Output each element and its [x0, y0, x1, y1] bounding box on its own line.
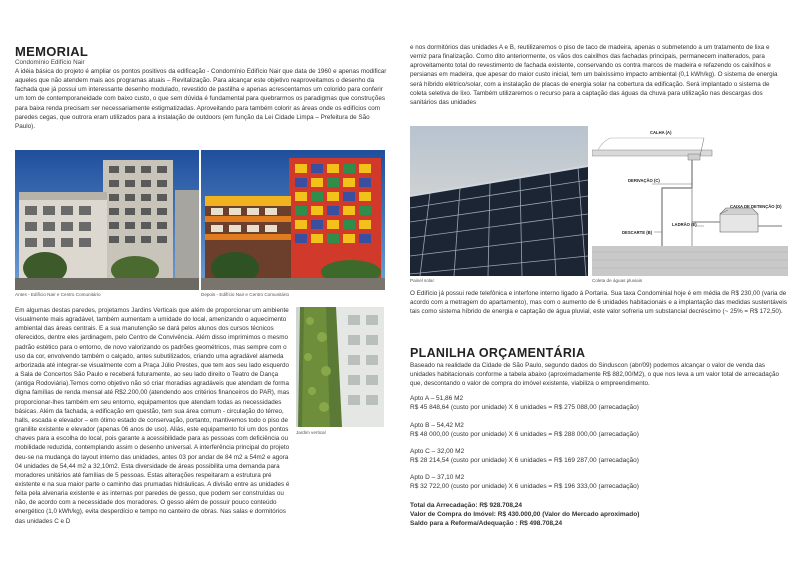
caption-before: Antes - Edifício Nair e Centro Comunitário	[15, 292, 101, 297]
budget-saldo: Saldo para a Reforma/Adequação : R$ 498.708,24	[410, 520, 563, 527]
planilha-title: PLANILHA ORÇAMENTÁRIA	[410, 346, 586, 360]
walls-text-part1	[15, 306, 290, 526]
telecom-text: O Edifício já possui rede telefônica e interfone interno ligado à Portaria. Sua taxa Condominial hoje é em média de R$ 230,00 (varia de acordo com a metragem do apartamento), mas com o aumento de 6 unidades habitacionais e a implantação das medidas sustentáveis tais como sistema híbrido de energia e captação de água pluvial, este valor sofreria um substancial decréscimo (~ 25% = R$ 172,50).	[410, 290, 787, 316]
budget-item-label: Apto A – 51,86 M2	[410, 395, 464, 402]
budget-item-detail: R$ 28 214,54 (custo por unidade) X 6 unidades = R$ 169 287,00 (arrecadação)	[410, 457, 639, 465]
budget-item-detail: R$ 32 722,00 (custo por unidade) X 6 unidades = R$ 196 333,00 (arrecadação)	[410, 483, 639, 491]
budget-item-d	[410, 473, 788, 491]
caption-vertical-garden: Jardim vertical	[296, 430, 326, 435]
budget-item-label: Apto D – 37,10 M2	[410, 474, 465, 481]
walls-text: Em algumas destas paredes, projetamos Jardins Verticais que além de proporcionar um ambiente visualmente mais agradável, também aumentam a umidade do local, amenizando o aquecimento ambiental das áreas centrais. E a sua manutenção se dará pelos alunos dos cursos técnicos oferecidos, dentre eles jardinagem, pelo Centro de Convivência. Além disso imprimimos o mesmo padrão estético para o entorno, de novo valorizando os padrões geométricos, mas sempre com o uso da cor, envolvendo também o calçado, antes subutilizados, criando uma agradável alameda arborizada até integrar-se visualmente com a Praça Júlio Prestes, que tem aos seu lado esquerdo a Sala de Concertos São Paulo e receberá futuramente, ao seu lado direito o Teatro de Dança (antiga Rodoviária).Temos como objetivo não só criar moradias agradáveis que atendam de forma digna famílias de renda mensal até R$2.200,00 (atendendo aos critérios financeiros do PAR), mas proporcionar-lhes também em seu entorno, equipamentos que atendam todas as necessidades básicas. Além da fachada, a edificação em questão, tem sua área comum - circulação do térreo, halls, escada e elevador – em ótimo estado de conservação, portanto, mantivemos todo o piso de granilite existente e elevador (apenas 06 anos de uso). Aliás, este equipamento foi um dos pontos chaves para a escolha do local, pois garante a acessibilidade para as pessoas com deficiência ou mobilidade reduzida, contemplando assim o desenho universal. A interferência principal do projeto deu-se na mudança do layout interno das unidades, antes 03 por andar de 84 m2 a 54m2 e agora 04 unidades de 54,44 m2 a 32,10m2. Esta diversidade de áreas possibilita uma demanda para moradores unitários até famílias de 5 pessoas. Estas alterações respeitaram a estrutura pré existente e na sua maior parte o caminho das prumadas hidráulicas. A divisão entre as unidades é feita pela alvenaria existente e as internas por paredes de gesso, que podem ser construídas ou não, de acordo com a necessidade dos moradores. O gesso além de possuir pouco conteúdo energético (1,0 kWh/kg), evita desperdício e tempo no canteiro de obras. Nas salas e dormitórios das unidades C e D	[15, 307, 290, 525]
label-derivacao: DERIVAÇÃO (C)	[628, 178, 660, 183]
budget-total: Total da Arrecadação: R$ 928.708,24	[410, 502, 523, 509]
budget-item-a	[410, 394, 788, 412]
rainwater-diagram-drawing	[592, 126, 788, 276]
caption-rainwater: Coleta de águas pluviais	[592, 278, 643, 283]
memorial-subtitle: Condomínio Edifício Nair	[15, 59, 85, 66]
right-continuation-text: e nos dormitórios das unidades A e B, reutilizaremos o piso de taco de madeira, apenas o submetendo a um tratamento de lixa e verniz para finalização. Como dito anteriormente, os vãos dos caixilhos das fachadas principais, permanecem inalterados, para aproveitamento total do revestimento de fachada existente, conservando os contra marcos de madeira e refazendo os caixilhos e persianas em madeira, que apesar do maior custo inicial, tem um baixíssimo impacto ambiental (0,1 kWh/kg). O sistema de energia será híbrido elétrico/solar, com a instalação de placas de energia solar na cobertura da edificação. Será implantado o sistema de coleta seletiva de lixo. Também utilizaremos o recurso para a captação das águas da chuva para utilização nas descargas dos sanitários das unidades	[410, 44, 778, 106]
building-after-image	[201, 150, 385, 290]
vertical-garden-image	[296, 307, 384, 427]
photo-solar-panel	[410, 126, 588, 276]
budget-item-label: Apto C – 32,00 M2	[410, 448, 465, 455]
caption-solar-panel: Painel solar	[410, 278, 435, 283]
memorial-title: MEMORIAL	[15, 44, 89, 59]
building-before-image	[15, 150, 199, 290]
label-caixa-detencao: CAIXA DE DETENÇÃO (D)	[730, 204, 782, 209]
photo-vertical-garden	[296, 307, 384, 427]
solar-panel-image	[410, 126, 588, 276]
rainwater-diagram	[592, 126, 788, 276]
photo-before	[15, 150, 199, 290]
budget-item-c	[410, 447, 788, 465]
label-calha: CALHA (A)	[650, 130, 672, 135]
budget-item-detail: R$ 48 000,00 (custo por unidade) X 6 unidades = R$ 288 000,00 (arrecadação)	[410, 431, 639, 439]
budget-item-label: Apto B – 54,42 M2	[410, 422, 464, 429]
budget-item-b	[410, 421, 788, 439]
budget-item-detail: R$ 45 848,64 (custo por unidade) X 6 unidades = R$ 275 088,00 (arrecadação)	[410, 404, 639, 412]
planilha-intro: Baseado na realidade da Cidade de São Paulo, segundo dados do Sinduscon (abr/09) podemos alcançar o valor de venda das unidades habitacionais conforme a tabela abaixo (aproximadamente R$ 882,00/M2), o que nos leva a um valor total de arrecadação que, descontando o valor de compra do imóvel existente, viabiliza o empreendimento.	[410, 362, 779, 388]
budget-compra: Valor de Compra do Imóvel: R$ 430.000,00 (Valor do Mercado aproximado)	[410, 511, 640, 518]
label-ladrao: LADRÃO (E)	[672, 222, 697, 227]
label-descarte: DESCARTE (B)	[622, 230, 653, 235]
photo-after	[201, 150, 385, 290]
memorial-intro: A idéia básica do projeto é ampliar os pontos positivos da edificação - Condomínio Edifício Nair que data de 1960 e apenas modificar aqueles que não atendem mais aos programas atuais – Revitalização. Para alcançar este objetivo reaproveitamos o desenho da fachada que já possui um interessante desenho modulado, revestido de pastilha e apenas acrescentamos um colorido para conferir um tom de contemporaneidade com baixo custo, o que sem dúvida é fundamental para quebrarmos os paradigmas que construções para baixa renda precisam ser necessariamente estigmatizadas. Aproveitando para também colorir as áreas onde os edifícios com paredes cegas, que outrora eram utilizados para a instalação de outdoors (em função da Lei Cidade Limpa – Prefeitura de São Paulo).	[15, 68, 387, 130]
caption-after: Depois - Edifício Nair e Centro Comunitário	[201, 292, 290, 297]
